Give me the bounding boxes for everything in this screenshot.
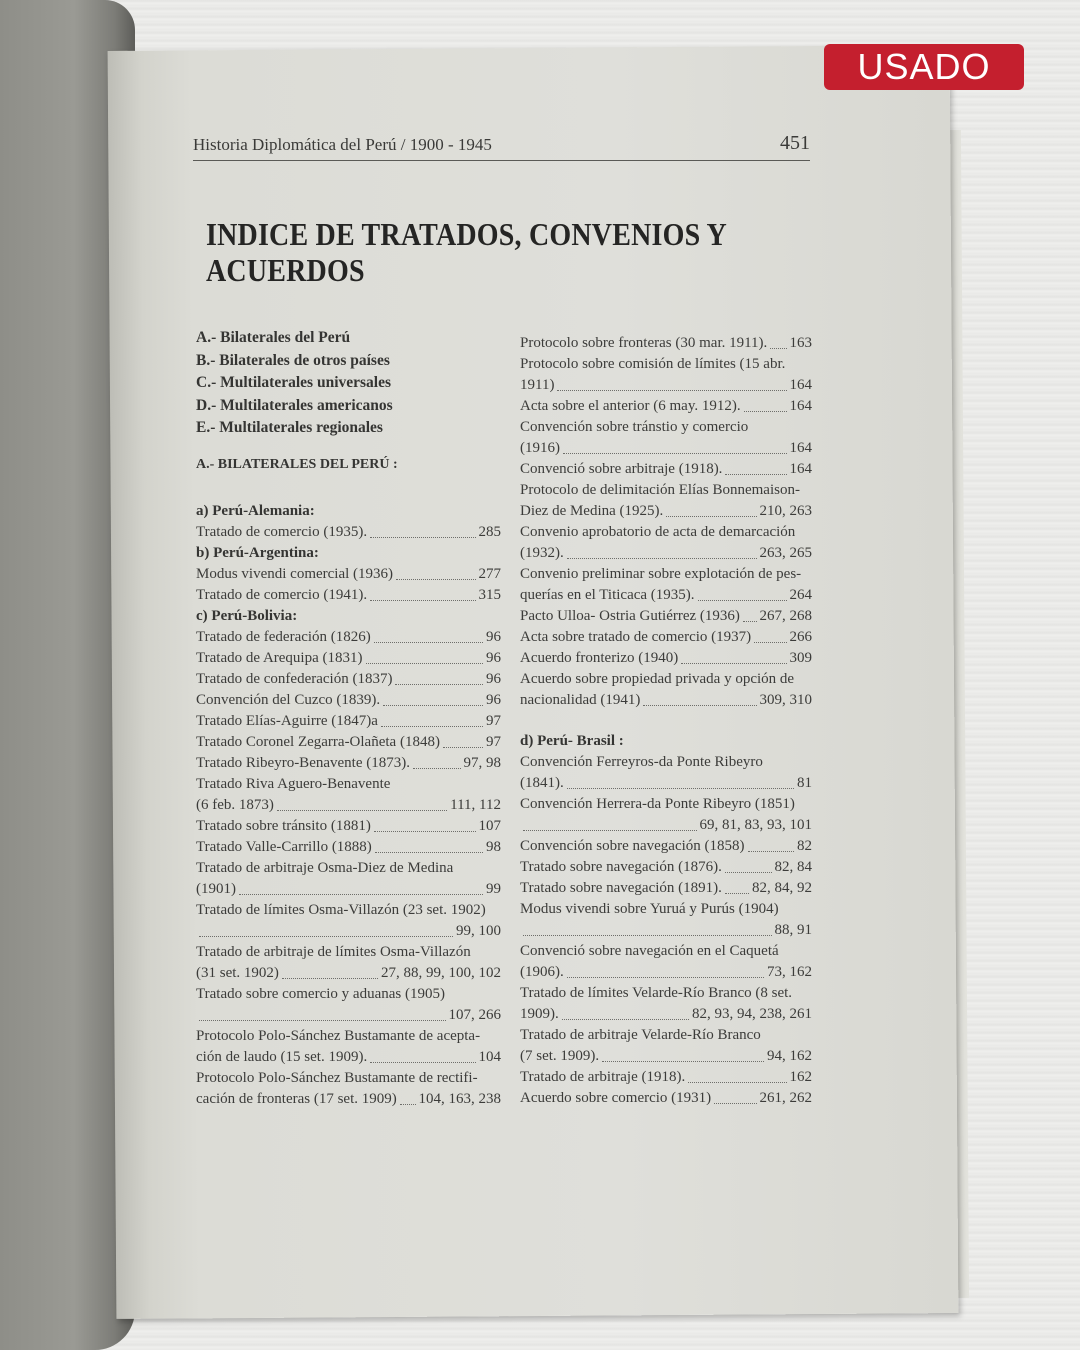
dot-leader	[748, 851, 794, 852]
index-entry-pages: 309, 310	[759, 692, 812, 708]
index-entry-pages: 266	[789, 629, 812, 645]
index-entry	[520, 522, 812, 564]
index-entry	[520, 480, 812, 522]
dot-leader	[400, 1104, 416, 1105]
index-entry	[196, 564, 501, 585]
index-entry-text: (7 set. 1909).	[520, 1048, 600, 1064]
index-entry	[196, 753, 501, 774]
index-entry-text: 1911)	[520, 377, 555, 393]
dot-leader	[557, 390, 786, 391]
index-entry-text: Convenio aprobatorio de acta de demarcación	[520, 524, 796, 540]
index-entry-text: Convención sobre tránstio y comercio	[520, 419, 749, 435]
dot-leader	[725, 872, 772, 873]
index-entry	[520, 459, 812, 480]
dot-leader	[602, 1061, 764, 1062]
subheading-alemania: a) Perú-Alemania:	[196, 502, 315, 519]
index-entry-text: (31 set. 1902)	[196, 964, 279, 981]
index-entry-text: Tratado sobre navegación (1876).	[520, 859, 722, 875]
dot-leader	[688, 1082, 786, 1083]
index-entry-pages: 164	[789, 461, 812, 477]
index-entry	[520, 878, 812, 899]
index-entry-text: nacionalidad (1941)	[520, 692, 641, 708]
used-badge-label: USADO	[857, 46, 991, 87]
dot-leader	[725, 474, 786, 475]
dot-leader	[199, 936, 453, 937]
index-entry-pages: 107, 266	[448, 1006, 501, 1023]
dot-leader	[562, 1019, 689, 1020]
index-entry	[196, 942, 501, 984]
index-entry	[520, 857, 812, 878]
running-head-title: Historia Diplomática del Perú / 1900 - 1945	[193, 135, 492, 154]
index-entry-text: Protocolo Polo-Sánchez Bustamante de acepta-	[196, 1027, 481, 1044]
section-a-heading: A.- BILATERALES DEL PERÚ :	[196, 456, 398, 472]
section-item: A.- Bilaterales del Perú	[196, 329, 351, 346]
right-column	[520, 333, 812, 1109]
index-entry-pages: 104	[478, 1048, 501, 1065]
index-entry	[520, 333, 812, 354]
index-entry-text: (6 feb. 1873)	[196, 796, 274, 813]
dot-leader	[366, 663, 484, 664]
dot-leader	[199, 1020, 446, 1021]
index-entry-pages: 111, 112	[450, 796, 501, 813]
index-entry-pages: 264	[789, 587, 812, 603]
index-entry-pages: 98	[486, 838, 501, 855]
index-entry-text: Convención sobre navegación (1858)	[520, 838, 745, 854]
index-entry-text: Tratado Elías-Aguirre (1847)a	[196, 712, 378, 729]
section-item: B.- Bilaterales de otros países	[196, 351, 390, 369]
index-entry-pages: 82, 93, 94, 238, 261	[692, 1006, 812, 1022]
index-entry-text: Tratado de límites Osma-Villazón (23 set. 1902)	[196, 901, 486, 918]
left-column	[196, 327, 501, 1110]
dot-leader	[375, 852, 483, 853]
index-entry-text: Tratado Valle-Carrillo (1888)	[196, 838, 372, 855]
index-entry	[520, 794, 812, 836]
index-entry-text: Tratado Riva Aguero-Benavente	[196, 775, 391, 792]
index-entry	[196, 648, 501, 669]
index-entry	[520, 1088, 812, 1109]
dot-leader	[370, 1062, 475, 1063]
index-entry-text: Tratado Ribeyro-Benavente (1873).	[196, 754, 410, 771]
index-entry-text: Acuerdo sobre propiedad privada y opción de	[520, 671, 795, 687]
index-entry-pages: 104, 163, 238	[418, 1090, 501, 1107]
index-entry	[520, 627, 812, 648]
dot-leader	[643, 705, 756, 706]
index-entry	[520, 1067, 812, 1088]
dot-leader	[770, 348, 786, 349]
dot-leader	[374, 831, 476, 832]
index-entry-text: Tratado de arbitraje (1918).	[520, 1069, 686, 1085]
index-entry-pages: 97, 98	[463, 754, 501, 771]
index-entry-text: Convención Ferreyros-da Ponte Ribeyro	[520, 754, 763, 770]
dot-leader	[725, 893, 749, 894]
index-entry-pages: 309	[789, 650, 812, 666]
index-entry	[196, 585, 501, 606]
dot-leader	[567, 788, 794, 789]
index-entry-text: (1906).	[520, 964, 564, 980]
index-entry-text: Acta sobre tratado de comercio (1937)	[520, 629, 752, 645]
used-badge	[824, 44, 1024, 90]
index-entry-pages: 285	[478, 523, 501, 540]
index-entry	[520, 836, 812, 857]
index-entry-pages: 99, 100	[456, 922, 501, 939]
index-entry	[196, 837, 501, 858]
dot-leader	[681, 663, 786, 664]
index-entry-pages: 164	[789, 440, 812, 456]
index-entry-pages: 210, 263	[759, 503, 812, 519]
index-entry-pages: 69, 81, 83, 93, 101	[699, 817, 812, 833]
index-entry-pages: 277	[478, 565, 501, 582]
index-entry-pages: 97	[486, 712, 501, 729]
dot-leader	[374, 642, 483, 643]
index-entry-pages: 96	[486, 691, 501, 708]
index-entry-text: (1932).	[520, 545, 564, 561]
subheading-brasil: d) Perú- Brasil :	[520, 733, 624, 749]
index-entry	[196, 732, 501, 753]
index-entry-text: (1901)	[196, 880, 236, 897]
index-entry	[196, 984, 501, 1026]
index-entry	[196, 1026, 501, 1068]
index-entry-text: Acuerdo fronterizo (1940)	[520, 650, 679, 666]
index-entry-pages: 163	[789, 335, 812, 351]
index-entry	[520, 648, 812, 669]
index-entry-pages: 267, 268	[759, 608, 812, 624]
dot-leader	[666, 516, 756, 517]
index-entry-text: (1916)	[520, 440, 560, 456]
index-entry	[196, 774, 501, 816]
section-item: D.- Multilaterales americanos	[196, 396, 393, 414]
index-entry-pages: 107	[478, 817, 501, 834]
index-entry-text: Convenció sobre navegación en el Caquetá	[520, 943, 779, 959]
dot-leader	[413, 768, 461, 769]
index-entry-text: Tratado de federación (1826)	[196, 628, 371, 645]
dot-leader	[567, 558, 757, 559]
section-list	[196, 327, 501, 440]
index-entry-text: cación de fronteras (17 set. 1909)	[196, 1090, 397, 1107]
dot-leader	[370, 537, 475, 538]
index-entry-text: Acta sobre el anterior (6 may. 1912).	[520, 398, 741, 414]
index-entry-text: Protocolo Polo-Sánchez Bustamante de rectifi-	[196, 1069, 478, 1086]
index-entry-pages: 96	[486, 670, 501, 687]
index-entry-text: Tratado de arbitraje Osma-Diez de Medina	[196, 859, 454, 876]
dot-leader	[370, 600, 475, 601]
index-entry-pages: 263, 265	[759, 545, 812, 561]
index-entry-text: Tratado de comercio (1941).	[196, 586, 368, 603]
dot-leader	[523, 830, 697, 831]
index-entry-pages: 27, 88, 99, 100, 102	[381, 964, 501, 981]
dot-leader	[443, 747, 483, 748]
index-entry-text: Diez de Medina (1925).	[520, 503, 664, 519]
index-entry-text: Modus vivendi sobre Yuruá y Purús (1904)	[520, 901, 779, 917]
index-entry-text: Tratado de Arequipa (1831)	[196, 649, 363, 666]
index-entry-pages: 164	[789, 398, 812, 414]
index-entry-text: Tratado de confederación (1837)	[196, 670, 393, 687]
index-entry-text: Acuerdo sobre comercio (1931)	[520, 1090, 712, 1106]
index-entry-text: 1909).	[520, 1006, 559, 1022]
index-entry-text: Tratado de comercio (1935).	[196, 523, 368, 540]
index-entry-text: Protocolo sobre fronteras (30 mar. 1911).	[520, 335, 768, 351]
index-entry-pages: 261, 262	[759, 1090, 812, 1106]
subheading-argentina: b) Perú-Argentina:	[196, 544, 319, 561]
index-entry	[196, 522, 501, 543]
index-entry-text: (1841).	[520, 775, 564, 791]
index-entry-pages: 97	[486, 733, 501, 750]
index-entry-text: Convenció sobre arbitraje (1918).	[520, 461, 723, 477]
dot-leader	[239, 894, 483, 895]
dot-leader	[754, 642, 786, 643]
index-entry	[520, 564, 812, 606]
index-entry	[520, 417, 812, 459]
index-entry-text: ción de laudo (15 set. 1909).	[196, 1048, 368, 1065]
index-entry-pages: 162	[789, 1069, 812, 1085]
index-entry	[196, 858, 501, 900]
index-entry	[520, 606, 812, 627]
dot-leader	[563, 453, 787, 454]
index-entry-pages: 73, 162	[767, 964, 812, 980]
index-entry	[196, 711, 501, 732]
index-entry-pages: 81	[797, 775, 812, 791]
page-number: 451	[780, 132, 810, 154]
index-entry	[196, 627, 501, 648]
index-entry	[196, 816, 501, 837]
index-entry	[520, 983, 812, 1025]
index-entry-pages: 82, 84, 92	[752, 880, 812, 896]
index-entry-text: Tratado de límites Velarde-Río Branco (8 set.	[520, 985, 793, 1001]
dot-leader	[698, 600, 787, 601]
index-entry-text: Convención del Cuzco (1839).	[196, 691, 381, 708]
index-entry-text: querías en el Titicaca (1935).	[520, 587, 695, 603]
page-title: INDICE DE TRATADOS, CONVENIOS Y ACUERDOS	[206, 218, 726, 289]
dot-leader	[282, 978, 378, 979]
dot-leader	[744, 411, 787, 412]
dot-leader	[523, 935, 772, 936]
dot-leader	[277, 810, 447, 811]
index-entry	[520, 669, 812, 711]
index-entry-pages: 96	[486, 628, 501, 645]
dot-leader	[381, 726, 483, 727]
index-entry	[196, 900, 501, 942]
index-entry	[520, 1025, 812, 1067]
index-entry-text: Modus vivendi comercial (1936)	[196, 565, 394, 582]
index-entry	[520, 899, 812, 941]
index-entry	[520, 941, 812, 983]
index-entry-pages: 96	[486, 649, 501, 666]
index-entry	[520, 396, 812, 417]
dot-leader	[714, 1103, 756, 1104]
index-entry-text: Tratado sobre comercio y aduanas (1905)	[196, 985, 445, 1002]
index-entry-pages: 82, 84	[774, 859, 812, 875]
running-head	[193, 132, 810, 161]
dot-leader	[395, 684, 483, 685]
index-entry-pages: 88, 91	[774, 922, 812, 938]
index-entry-pages: 164	[789, 377, 812, 393]
index-entry-text: Protocolo de delimitación Elías Bonnemaison-	[520, 482, 800, 498]
dot-leader	[743, 621, 757, 622]
index-entry-text: Convención Herrera-da Ponte Ribeyro (1851)	[520, 796, 795, 812]
section-item: C.- Multilaterales universales	[196, 374, 392, 391]
index-entry-pages: 82	[797, 838, 812, 854]
index-entry-pages: 94, 162	[767, 1048, 812, 1064]
index-entry-pages: 315	[478, 586, 501, 603]
subheading-bolivia: c) Perú-Bolivia:	[196, 607, 298, 624]
section-item: E.- Multilaterales regionales	[196, 419, 383, 436]
index-entry	[196, 1068, 501, 1110]
index-entry	[520, 354, 812, 396]
index-entry-text: Pacto Ulloa- Ostria Gutiérrez (1936)	[520, 608, 740, 624]
index-entry	[196, 690, 501, 711]
index-entry	[196, 669, 501, 690]
index-entry-text: Tratado sobre navegación (1891).	[520, 880, 722, 896]
index-entry-text: Tratado sobre tránsito (1881)	[196, 817, 371, 834]
index-entry-text: Tratado de arbitraje de límites Osma-Villazón	[196, 943, 471, 960]
dot-leader	[383, 705, 483, 706]
index-entry-text: Tratado Coronel Zegarra-Olañeta (1848)	[196, 733, 440, 750]
index-entry-text: Tratado de arbitraje Velarde-Río Branco	[520, 1027, 761, 1043]
index-entry-text: Convenio preliminar sobre explotación de pes-	[520, 566, 802, 582]
dot-leader	[396, 579, 475, 580]
index-entry-pages: 99	[486, 880, 501, 897]
dot-leader	[567, 977, 764, 978]
index-entry	[520, 752, 812, 794]
index-entry-text: Protocolo sobre comisión de límites (15 abr.	[520, 356, 786, 372]
